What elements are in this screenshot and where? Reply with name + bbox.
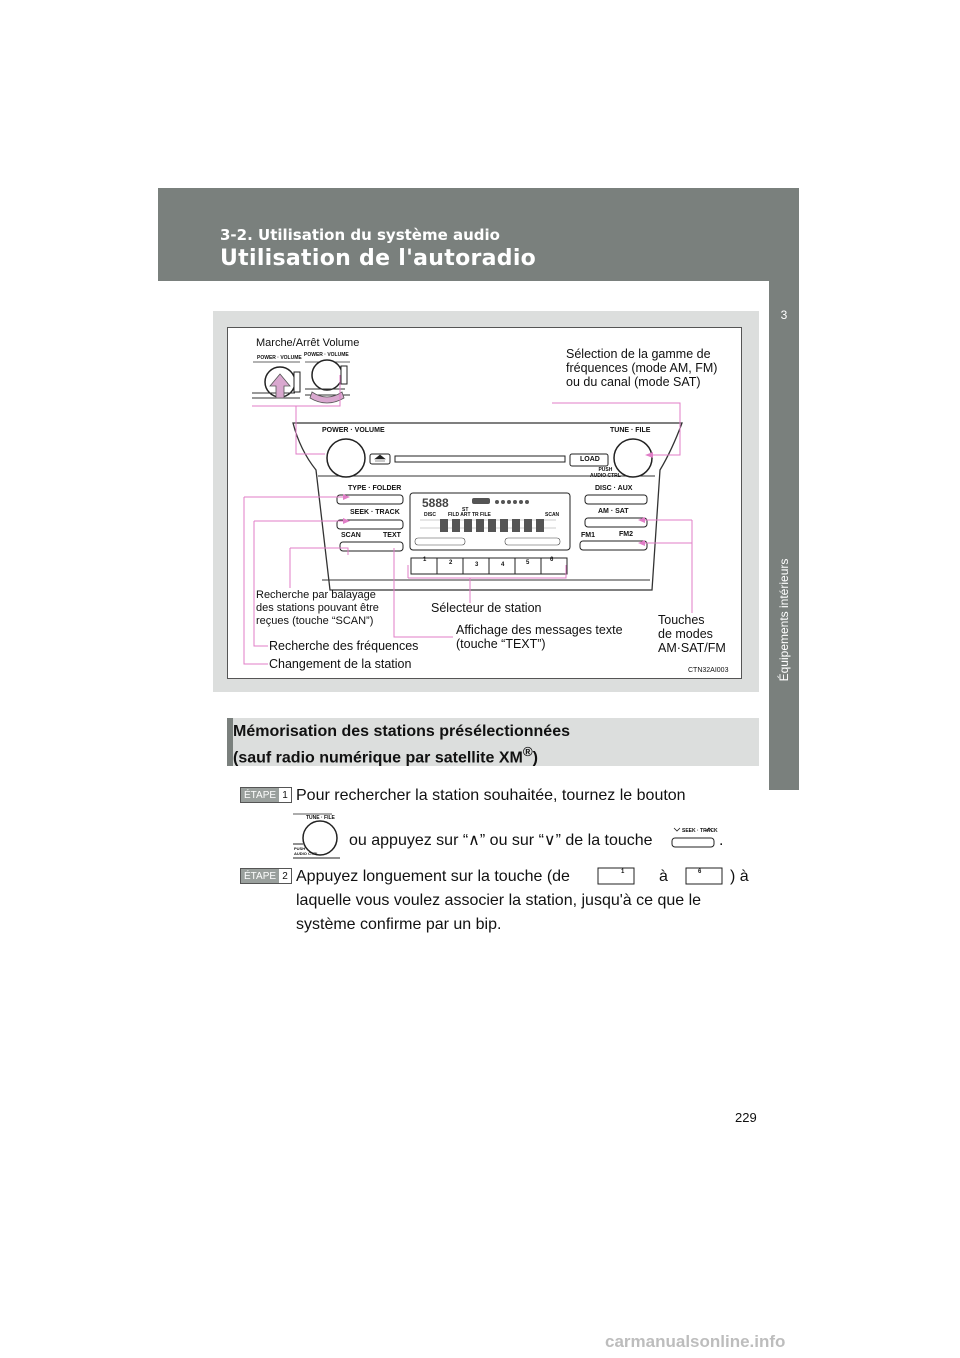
step-badge-2: ÉTAPE 2: [240, 868, 292, 884]
preset-5[interactable]: 5: [526, 560, 530, 566]
label-power-volume: Marche/Arrêt Volume: [256, 337, 360, 349]
label-scan: Recherche par balayage des stations pouvant être reçues (touche “SCAN”): [256, 589, 379, 627]
preset-6[interactable]: 6: [550, 557, 554, 563]
step-2-line-2: laquelle vous voulez associer la station, jusqu'à ce que le: [296, 892, 702, 909]
step-2-line-1a: Appuyez longuement sur la touche (de: [296, 868, 570, 885]
panel-load: LOAD: [580, 456, 600, 463]
display-code: 5888: [422, 496, 449, 510]
chapter-number: 3: [770, 281, 798, 348]
inset-power-volume-1: POWER · VOLUME: [257, 355, 302, 361]
panel-seek-track: SEEK · TRACK: [350, 509, 400, 516]
power-knob-press-inset: [252, 362, 300, 398]
preset-3[interactable]: 3: [475, 562, 479, 568]
inset-power-volume-2: POWER · VOLUME: [304, 352, 349, 358]
preset-2[interactable]: 2: [449, 560, 453, 566]
label-station-change: Changement de la station: [269, 657, 412, 671]
page-title: Utilisation de l'autoradio: [220, 246, 537, 271]
step-2-line-3: système confirme par un bip.: [296, 916, 502, 933]
label-seek: Recherche des fréquences: [269, 639, 419, 653]
panel-fm1: FM1: [581, 532, 595, 539]
watermark: carmanualsonline.info: [605, 1332, 786, 1351]
power-volume-knob[interactable]: [327, 439, 365, 477]
preset-buttons[interactable]: [411, 558, 567, 574]
disc-aux-button[interactable]: [585, 495, 647, 504]
step-1-line-2-end: .: [719, 832, 724, 849]
display-scan: SCAN: [545, 512, 560, 518]
page-number: 229: [735, 1110, 757, 1125]
panel-disc-aux: DISC · AUX: [595, 485, 633, 492]
step-2-line-1b: à: [659, 868, 668, 885]
panel-power-volume: POWER · VOLUME: [322, 427, 385, 434]
panel-scan: SCAN: [341, 532, 361, 539]
step-1-knob-label: TUNE · FILE: [306, 815, 335, 821]
step-1-button-label: SEEK · TRACK: [682, 828, 718, 834]
step-badge-1: ÉTAPE 1: [240, 787, 292, 803]
panel-fm2: FM2: [619, 531, 633, 538]
panel-tune-file: TUNE · FILE: [610, 427, 651, 434]
power-knob-turn-inset: [305, 360, 350, 403]
display-info: FILD ART TR FILE: [448, 512, 491, 518]
am-sat-button[interactable]: [585, 518, 647, 527]
preset-4[interactable]: 4: [501, 562, 505, 568]
label-mode-buttons: Touches de modes AM·SAT/FM: [658, 613, 726, 655]
figure-code: CTN32AI003: [688, 667, 729, 674]
fm-button[interactable]: [580, 541, 647, 550]
step-2-line-1c: ) à: [730, 868, 749, 885]
display-disc: DISC: [424, 512, 436, 518]
cd-slot: [395, 456, 565, 462]
preset-1[interactable]: 1: [423, 557, 427, 563]
step-2-key-from: 1: [621, 869, 625, 875]
step-1-line-2: ou appuyez sur “∧” ou sur “∨” de la touche: [349, 832, 653, 849]
panel-type-folder: TYPE · FOLDER: [348, 485, 402, 492]
step-1-knob-push: PUSH AUDIO CTRL: [294, 846, 319, 856]
display-st: ST: [462, 507, 469, 513]
step-1-line-1: Pour rechercher la station souhaitée, tournez le bouton: [296, 787, 686, 804]
panel-push-audio: PUSH AUDIO CTRL: [590, 467, 621, 479]
chapter-label: Équipements intérieurs: [777, 558, 791, 682]
label-text-button: Affichage des messages texte (touche “TEXT”): [456, 623, 623, 651]
section-heading: Mémorisation des stations présélectionnées (sauf radio numérique par satellite XM®): [233, 723, 570, 767]
label-band-select: Sélection de la gamme de fréquences (mode AM, FM) ou du canal (mode SAT): [566, 347, 718, 389]
step-2-key-to: 6: [698, 869, 702, 875]
section-label: 3-2. Utilisation du système audio: [220, 226, 500, 244]
panel-text: TEXT: [383, 532, 401, 539]
label-station-selector: Sélecteur de station: [431, 601, 542, 615]
panel-am-sat: AM · SAT: [598, 508, 629, 515]
